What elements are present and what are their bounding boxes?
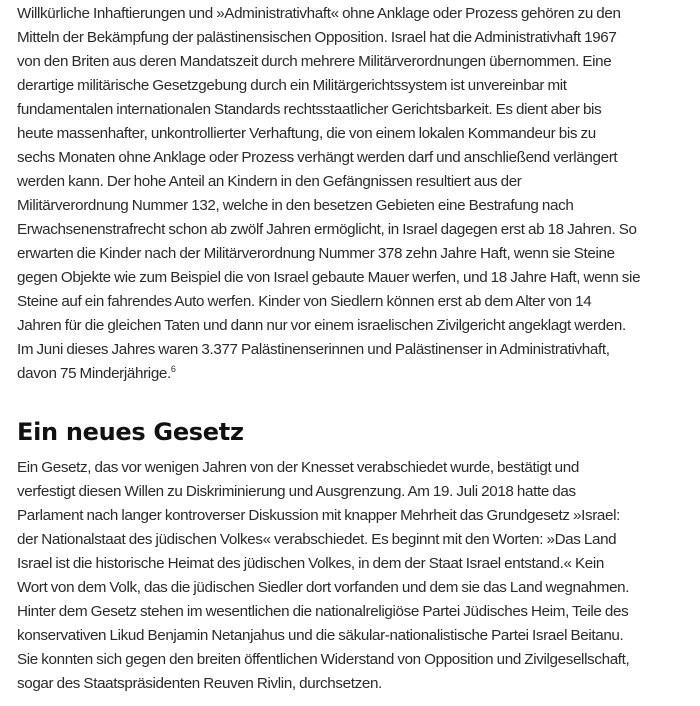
text-line: gegen Objekte wie zum Beispiel die von Israel gebaute Mauer werfen, und 18 Jahre Haft, wenn sie — [17, 269, 641, 286]
footnote-marker[interactable]: 6 — [170, 364, 176, 374]
text-line: Israel ist die historische Heimat des jüdischen Volkes, in dem der Staat Israel entstand.« Kein — [17, 555, 604, 572]
paragraph-administrative-detention — [17, 2, 640, 386]
paragraph-nation-state-law — [17, 456, 629, 696]
text-line: Willkürliche Inhaftierungen und »Administrativhaft« ohne Anklage oder Prozess gehören zu den — [17, 5, 621, 22]
text-line: Ein Gesetz, das vor wenigen Jahren von der Knesset verabschiedet wurde, bestätigt und — [17, 459, 579, 476]
text-line: Hinter dem Gesetz stehen im wesentlichen die nationalreligiöse Partei Jüdisches Heim, Teile des — [17, 603, 629, 620]
text-line: sechs Monaten ohne Anklage oder Prozess verhängt werden darf und anschließend verlängert — [17, 149, 618, 166]
text-line-content: davon 75 Minderjährige. — [17, 365, 171, 382]
text-line: Im Juni dieses Jahres waren 3.377 Palästinenserinnen und Palästinenser in Administrativhaft, — [17, 341, 610, 358]
text-line: fundamentalen internationalen Standards rechtsstaatlicher Gerichtsbarkeit. Es dient aber bis — [17, 101, 602, 118]
text-line: von den Briten aus deren Mandatszeit durch mehrere Militärverordnungen übernommen. Eine — [17, 53, 612, 70]
text-line: heute massenhafter, unkontrollierter Verhaftung, die von einem lokalen Kommandeur bis zu — [17, 125, 596, 142]
text-line: konservativen Likud Benjamin Netanjahus und die säkular-nationalistische Partei Israel Beitanu. — [17, 627, 624, 644]
text-line: werden kann. Der hohe Anteil an Kindern in den Gefängnissen resultiert aus der — [17, 173, 522, 190]
text-line: verfestigt diesen Willen zu Diskriminierung und Ausgrenzung. Am 19. Juli 2018 hatte das — [17, 483, 576, 500]
text-line-last — [17, 362, 640, 386]
text-line: Steine auf ein fahrendes Auto werfen. Kinder von Siedlern können erst ab dem Alter von 14 — [17, 293, 592, 310]
text-line: sogar des Staatspräsidenten Reuven Rivlin, durchsetzen. — [17, 675, 382, 692]
text-line: Erwachsenenstrafrecht schon ab zwölf Jahren ermöglicht, in Israel dagegen erst ab 18 Jahren. So — [17, 221, 637, 238]
text-line: derartige militärische Gesetzgebung durch ein Militärgerichtssystem ist unvereinbar mit — [17, 77, 567, 94]
section-heading: Ein neues Gesetz — [17, 418, 244, 446]
text-line: Sie konnten sich gegen den breiten öffentlichen Widerstand von Opposition und Zivilgesellschaft, — [17, 651, 630, 668]
text-line: Jahren für die gleichen Taten und dann nur vor einem israelischen Zivilgericht angeklagt werden. — [17, 317, 626, 334]
text-line: Parlament nach langer kontroverser Diskussion mit knapper Mehrheit das Grundgesetz »Israel: — [17, 507, 621, 524]
text-line: der Nationalstaat des jüdischen Volkes« verabschiedet. Es beginnt mit den Worten: »Das Land — [17, 531, 617, 548]
text-line: Militärverordnung Nummer 132, welche in den besetzen Gebieten eine Bestrafung nach — [17, 197, 574, 214]
text-line: Mitteln der Bekämpfung der palästinensischen Opposition. Israel hat die Administrativhaft 1967 — [17, 29, 617, 46]
text-line: Wort von dem Volk, das die jüdischen Siedler dort vorfanden und dem sie das Land wegnahmen. — [17, 579, 630, 596]
text-line: erwarten die Kinder nach der Militärverordnung Nummer 378 zehn Jahre Haft, wenn sie Steine — [17, 245, 615, 262]
